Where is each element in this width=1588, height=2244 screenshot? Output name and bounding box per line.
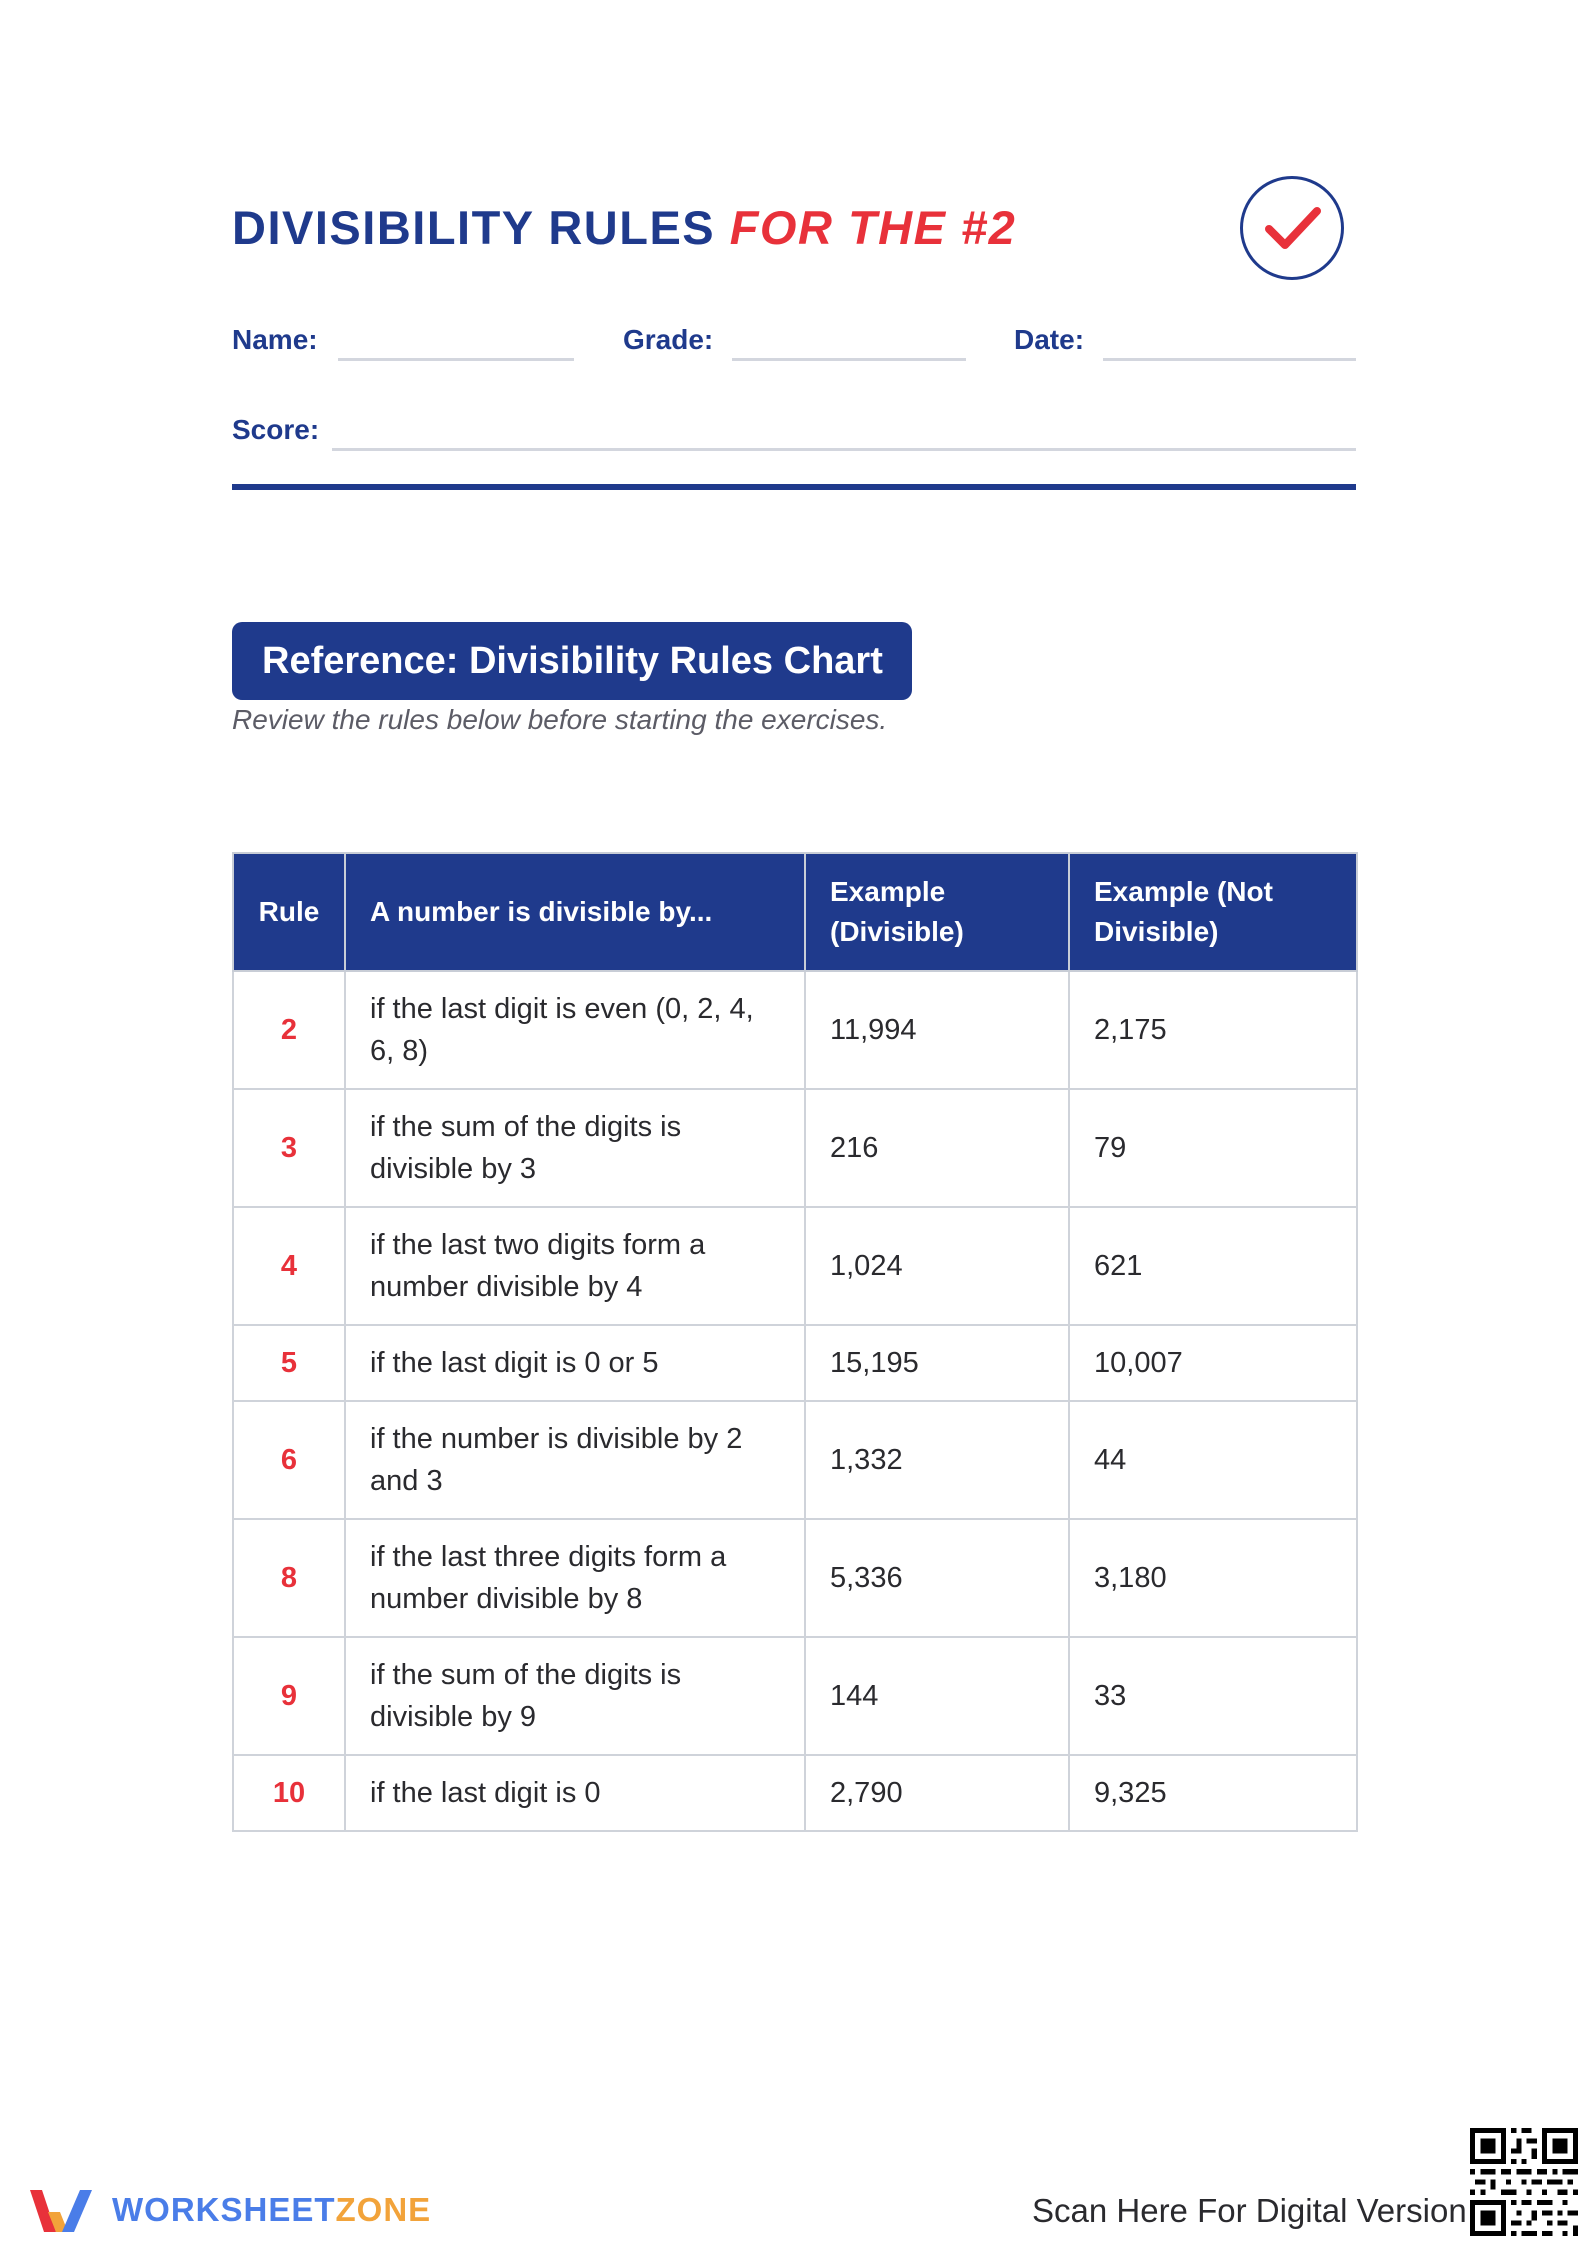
- example-not-divisible: 2,175: [1069, 971, 1357, 1089]
- example-not-divisible: 3,180: [1069, 1519, 1357, 1637]
- rule-number: 5: [233, 1325, 345, 1401]
- example-not-divisible: 9,325: [1069, 1755, 1357, 1831]
- table-row: [233, 971, 1357, 1089]
- rule-number: 8: [233, 1519, 345, 1637]
- rule-number: 4: [233, 1207, 345, 1325]
- table-row: [233, 1207, 1357, 1325]
- rule-description: if the sum of the digits is divisible by 3: [345, 1089, 805, 1207]
- qr-code-icon[interactable]: [1470, 2128, 1578, 2236]
- table-row: [233, 1325, 1357, 1401]
- header-example-not-divisible: [1069, 853, 1357, 971]
- example-divisible: 5,336: [805, 1519, 1069, 1637]
- rule-description: if the number is divisible by 2 and 3: [345, 1401, 805, 1519]
- name-field[interactable]: [338, 358, 574, 361]
- rule-number: 9: [233, 1637, 345, 1755]
- example-divisible: 11,994: [805, 971, 1069, 1089]
- worksheetzone-logo-icon: [26, 2182, 98, 2238]
- header-example-divisible: [805, 853, 1069, 971]
- rule-description: if the last digit is even (0, 2, 4, 6, 8): [345, 971, 805, 1089]
- rule-number: 2: [233, 971, 345, 1089]
- title-accent: FOR THE #2: [729, 201, 1017, 254]
- section-subtitle: Review the rules below before starting the exercises.: [232, 704, 888, 735]
- date-field[interactable]: [1103, 358, 1356, 361]
- scan-instruction: Scan Here For Digital Version: [1032, 2192, 1467, 2229]
- header-description: A number is divisible by...: [345, 853, 805, 971]
- header-example-not-divisible-line2: Divisible): [1094, 916, 1219, 947]
- checkmark-icon: [1240, 176, 1344, 280]
- rule-number: 6: [233, 1401, 345, 1519]
- header-example-divisible-line1: Example: [830, 876, 946, 907]
- example-not-divisible: 10,007: [1069, 1325, 1357, 1401]
- rule-number: 10: [233, 1755, 345, 1831]
- table-row: [233, 1519, 1357, 1637]
- example-not-divisible: 44: [1069, 1401, 1357, 1519]
- date-label: Date:: [1014, 324, 1085, 355]
- grade-field[interactable]: [732, 358, 966, 361]
- header-example-not-divisible-line1: Example (Not: [1094, 876, 1273, 907]
- header-divider: [232, 484, 1356, 490]
- worksheetzone-brand[interactable]: [26, 2180, 431, 2240]
- brand-name-main: WORKSHEET: [112, 2191, 336, 2228]
- table-row: [233, 1755, 1357, 1831]
- example-not-divisible: 79: [1069, 1089, 1357, 1207]
- section-heading: Reference: Divisibility Rules Chart: [232, 622, 912, 700]
- example-divisible: 1,332: [805, 1401, 1069, 1519]
- rule-description: if the last two digits form a number divisible by 4: [345, 1207, 805, 1325]
- example-not-divisible: 621: [1069, 1207, 1357, 1325]
- rule-description: if the last digit is 0 or 5: [345, 1325, 805, 1401]
- brand-name: [112, 2191, 431, 2229]
- rule-description: if the sum of the digits is divisible by 9: [345, 1637, 805, 1755]
- header-rule: Rule: [233, 853, 345, 971]
- table-row: [233, 1401, 1357, 1519]
- table-header-row: [233, 853, 1357, 971]
- table-row: [233, 1089, 1357, 1207]
- header-example-divisible-line2: (Divisible): [830, 916, 964, 947]
- rule-description: if the last digit is 0: [345, 1755, 805, 1831]
- rule-description: if the last three digits form a number divisible by 8: [345, 1519, 805, 1637]
- rule-number: 3: [233, 1089, 345, 1207]
- score-field[interactable]: [332, 448, 1356, 451]
- name-label: Name:: [232, 324, 318, 355]
- example-divisible: 216: [805, 1089, 1069, 1207]
- example-not-divisible: 33: [1069, 1637, 1357, 1755]
- table-row: [233, 1637, 1357, 1755]
- brand-name-accent: ZONE: [335, 2191, 432, 2228]
- example-divisible: 144: [805, 1637, 1069, 1755]
- title-main: DIVISIBILITY RULES: [232, 201, 716, 254]
- divisibility-rules-table: [232, 852, 1358, 1832]
- example-divisible: 2,790: [805, 1755, 1069, 1831]
- grade-label: Grade:: [623, 324, 714, 355]
- score-label: Score:: [232, 414, 320, 445]
- example-divisible: 1,024: [805, 1207, 1069, 1325]
- example-divisible: 15,195: [805, 1325, 1069, 1401]
- worksheet-title: [232, 200, 1016, 255]
